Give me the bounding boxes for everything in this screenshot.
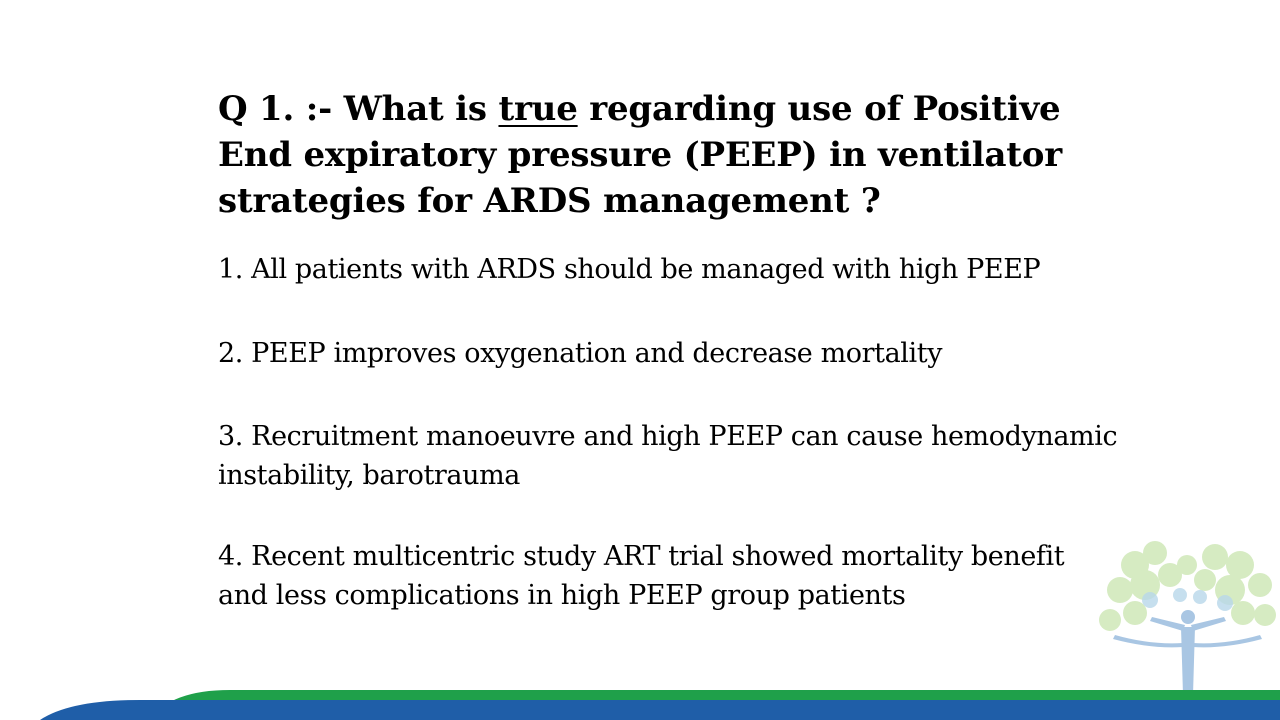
option-4: 4. Recent multicentric study ART trial showed mortality benefit and less complications in high PEEP group patients [218, 541, 1065, 611]
question-emphasis: true [498, 89, 578, 129]
option-1: 1. All patients with ARDS should be managed with high PEEP [218, 254, 1041, 285]
question-suffix: regarding use of Positive End expiratory pressure (PEEP) in ventilator strategies for ARDS management ? [218, 89, 1062, 221]
question-heading [218, 86, 1098, 224]
tree-logo-icon [1095, 535, 1280, 695]
option-3: 3. Recruitment manoeuvre and high PEEP can cause hemodynamic instability, barotrauma [218, 421, 1118, 491]
option-2: 2. PEEP improves oxygenation and decrease mortality [218, 338, 943, 369]
footer-band [0, 680, 1280, 720]
question-prefix: Q 1. :- What is [218, 89, 499, 129]
